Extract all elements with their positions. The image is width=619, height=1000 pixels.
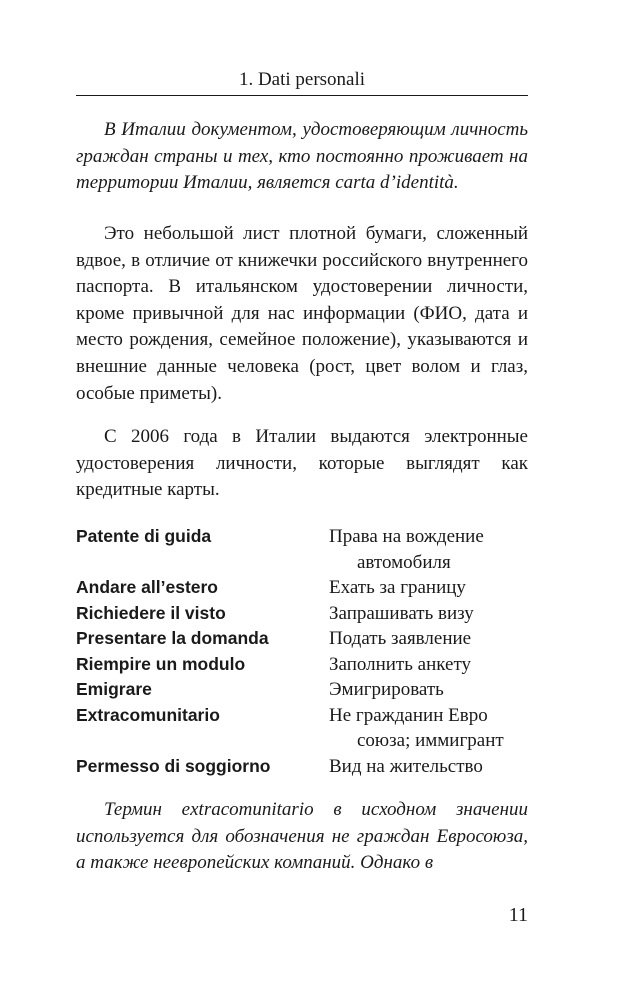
vocab-row [76, 703, 536, 754]
vocab-term: Patente di guida [76, 526, 212, 546]
vocab-translation [329, 703, 529, 754]
vocab-translation-text: Заполнить анкету [329, 653, 471, 675]
electronic-id-text: С 2006 года в Италии выдаются электронные удостоверения личности, которые выглядят как кредитные карты. [76, 426, 528, 501]
intro-body-paragraph [76, 221, 528, 407]
vocab-term: Extracomunitario [76, 704, 220, 725]
vocab-term: Emigrare [76, 679, 152, 699]
vocab-term: Riempire un modulo [76, 653, 246, 674]
vocabulary-list [76, 524, 536, 779]
header-rule [76, 95, 528, 96]
vocab-translation [329, 626, 529, 652]
page-number: 11 [508, 904, 528, 926]
vocab-term: Permesso di soggiorno [76, 755, 271, 776]
vocab-translation-continuation: союза; иммигрант [357, 730, 504, 751]
intro-italic-paragraph [76, 117, 528, 197]
vocab-translation [329, 677, 529, 703]
intro-body-text: Это небольшой лист плотной бумаги, сложенный вдвое, в отличие от книжечки российского внутреннего паспорта. В итальянском удостоверении личности, кроме привычной для нас информации (ФИО, дата и место рождения, семейное положение), указываются и внешние данные человека (рост, цвет волом и глаз, особые приметы). [76, 223, 528, 404]
closing-italic-paragraph [76, 797, 528, 877]
vocab-row [76, 575, 536, 601]
vocab-translation-text: Запрашивать визу [329, 602, 474, 624]
vocab-term: Richiedere il visto [76, 602, 226, 623]
vocab-translation-continuation: автомобиля [357, 551, 451, 573]
electronic-id-paragraph [76, 424, 528, 504]
vocab-translation [329, 575, 529, 601]
vocab-translation-text: Вид на жительство [329, 755, 483, 777]
vocab-row [76, 524, 536, 575]
vocab-translation [329, 754, 529, 780]
vocab-row [76, 677, 536, 703]
running-header: 1. Dati personali [238, 69, 366, 90]
vocab-term: Presentare la domanda [76, 628, 269, 648]
vocab-row [76, 601, 536, 627]
vocab-term: Andare all’estero [76, 577, 218, 597]
vocab-row [76, 652, 536, 678]
vocab-translation-text: Ехать за границу [329, 577, 466, 598]
vocab-translation [329, 652, 529, 678]
vocab-translation-text: Подать заявление [329, 628, 472, 649]
vocab-translation-text: Не гражданин Евро [329, 704, 488, 726]
intro-italic-text: В Италии документом, удостоверяющим личность граждан страны и тех, кто постоянно проживает на территории Италии, является carta d’identità. [76, 119, 528, 194]
vocab-translation-text: Права на вождение [329, 526, 484, 547]
vocab-row [76, 754, 536, 780]
vocab-translation-text: Эмигрировать [329, 679, 444, 700]
vocab-translation [329, 524, 529, 575]
closing-italic-text: Термин extracomunitario в исходном значении используется для обозначения не граждан Евросоюза, а также неевропейских компаний. Однако в [76, 799, 528, 874]
vocab-translation [329, 601, 529, 627]
vocab-row [76, 626, 536, 652]
